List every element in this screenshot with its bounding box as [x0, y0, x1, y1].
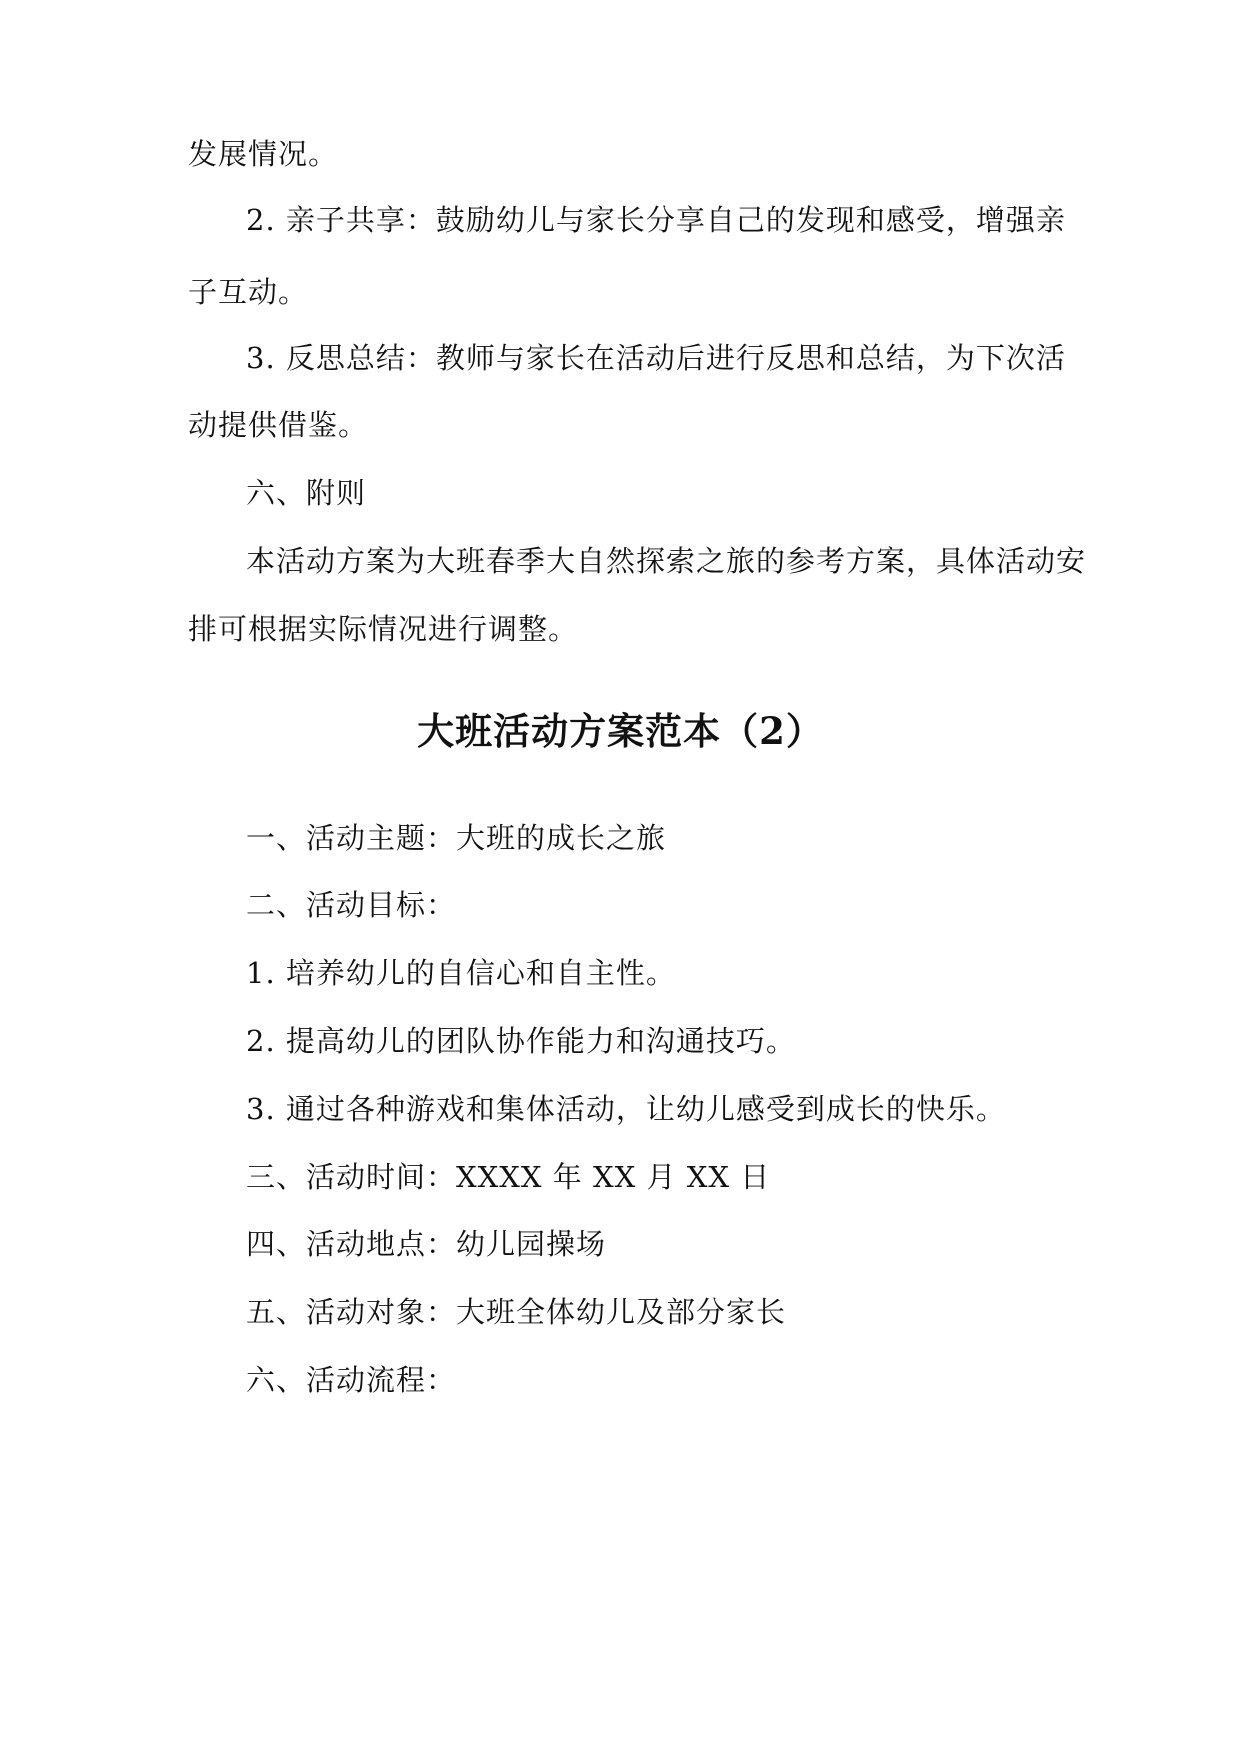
section-title-appendix: 六、附则 — [246, 476, 367, 510]
goal-item-2: 2. 提高幼儿的团队协作能力和沟通技巧。 — [246, 1024, 796, 1058]
document-title: 大班活动方案范本（2） — [417, 709, 824, 753]
list-item-reflection-cont: 动提供借鉴。 — [188, 408, 369, 442]
section-target: 五、活动对象：大班全体幼儿及部分家长 — [246, 1295, 787, 1329]
section-time: 三、活动时间：XXXX 年 XX 月 XX 日 — [246, 1160, 771, 1194]
list-item-parent-child-share: 2. 亲子共享：鼓励幼儿与家长分享自己的发现和感受，增强亲 — [246, 203, 1066, 237]
appendix-paragraph-cont: 排可根据实际情况进行调整。 — [188, 612, 579, 646]
section-place: 四、活动地点：幼儿园操场 — [246, 1227, 607, 1261]
section-goals-title: 二、活动目标： — [246, 888, 457, 922]
list-item-reflection: 3. 反思总结：教师与家长在活动后进行反思和总结，为下次活 — [246, 341, 1066, 375]
goal-item-3: 3. 通过各种游戏和集体活动，让幼儿感受到成长的快乐。 — [246, 1092, 1006, 1126]
goal-item-1: 1. 培养幼儿的自信心和自主性。 — [246, 956, 676, 990]
list-item-parent-child-share-cont: 子互动。 — [188, 275, 309, 309]
section-process-title: 六、活动流程： — [246, 1363, 457, 1397]
section-theme: 一、活动主题：大班的成长之旅 — [246, 821, 667, 855]
paragraph-continuation: 发展情况。 — [188, 137, 339, 171]
appendix-paragraph: 本活动方案为大班春季大自然探索之旅的参考方案，具体活动安 — [246, 544, 1087, 578]
